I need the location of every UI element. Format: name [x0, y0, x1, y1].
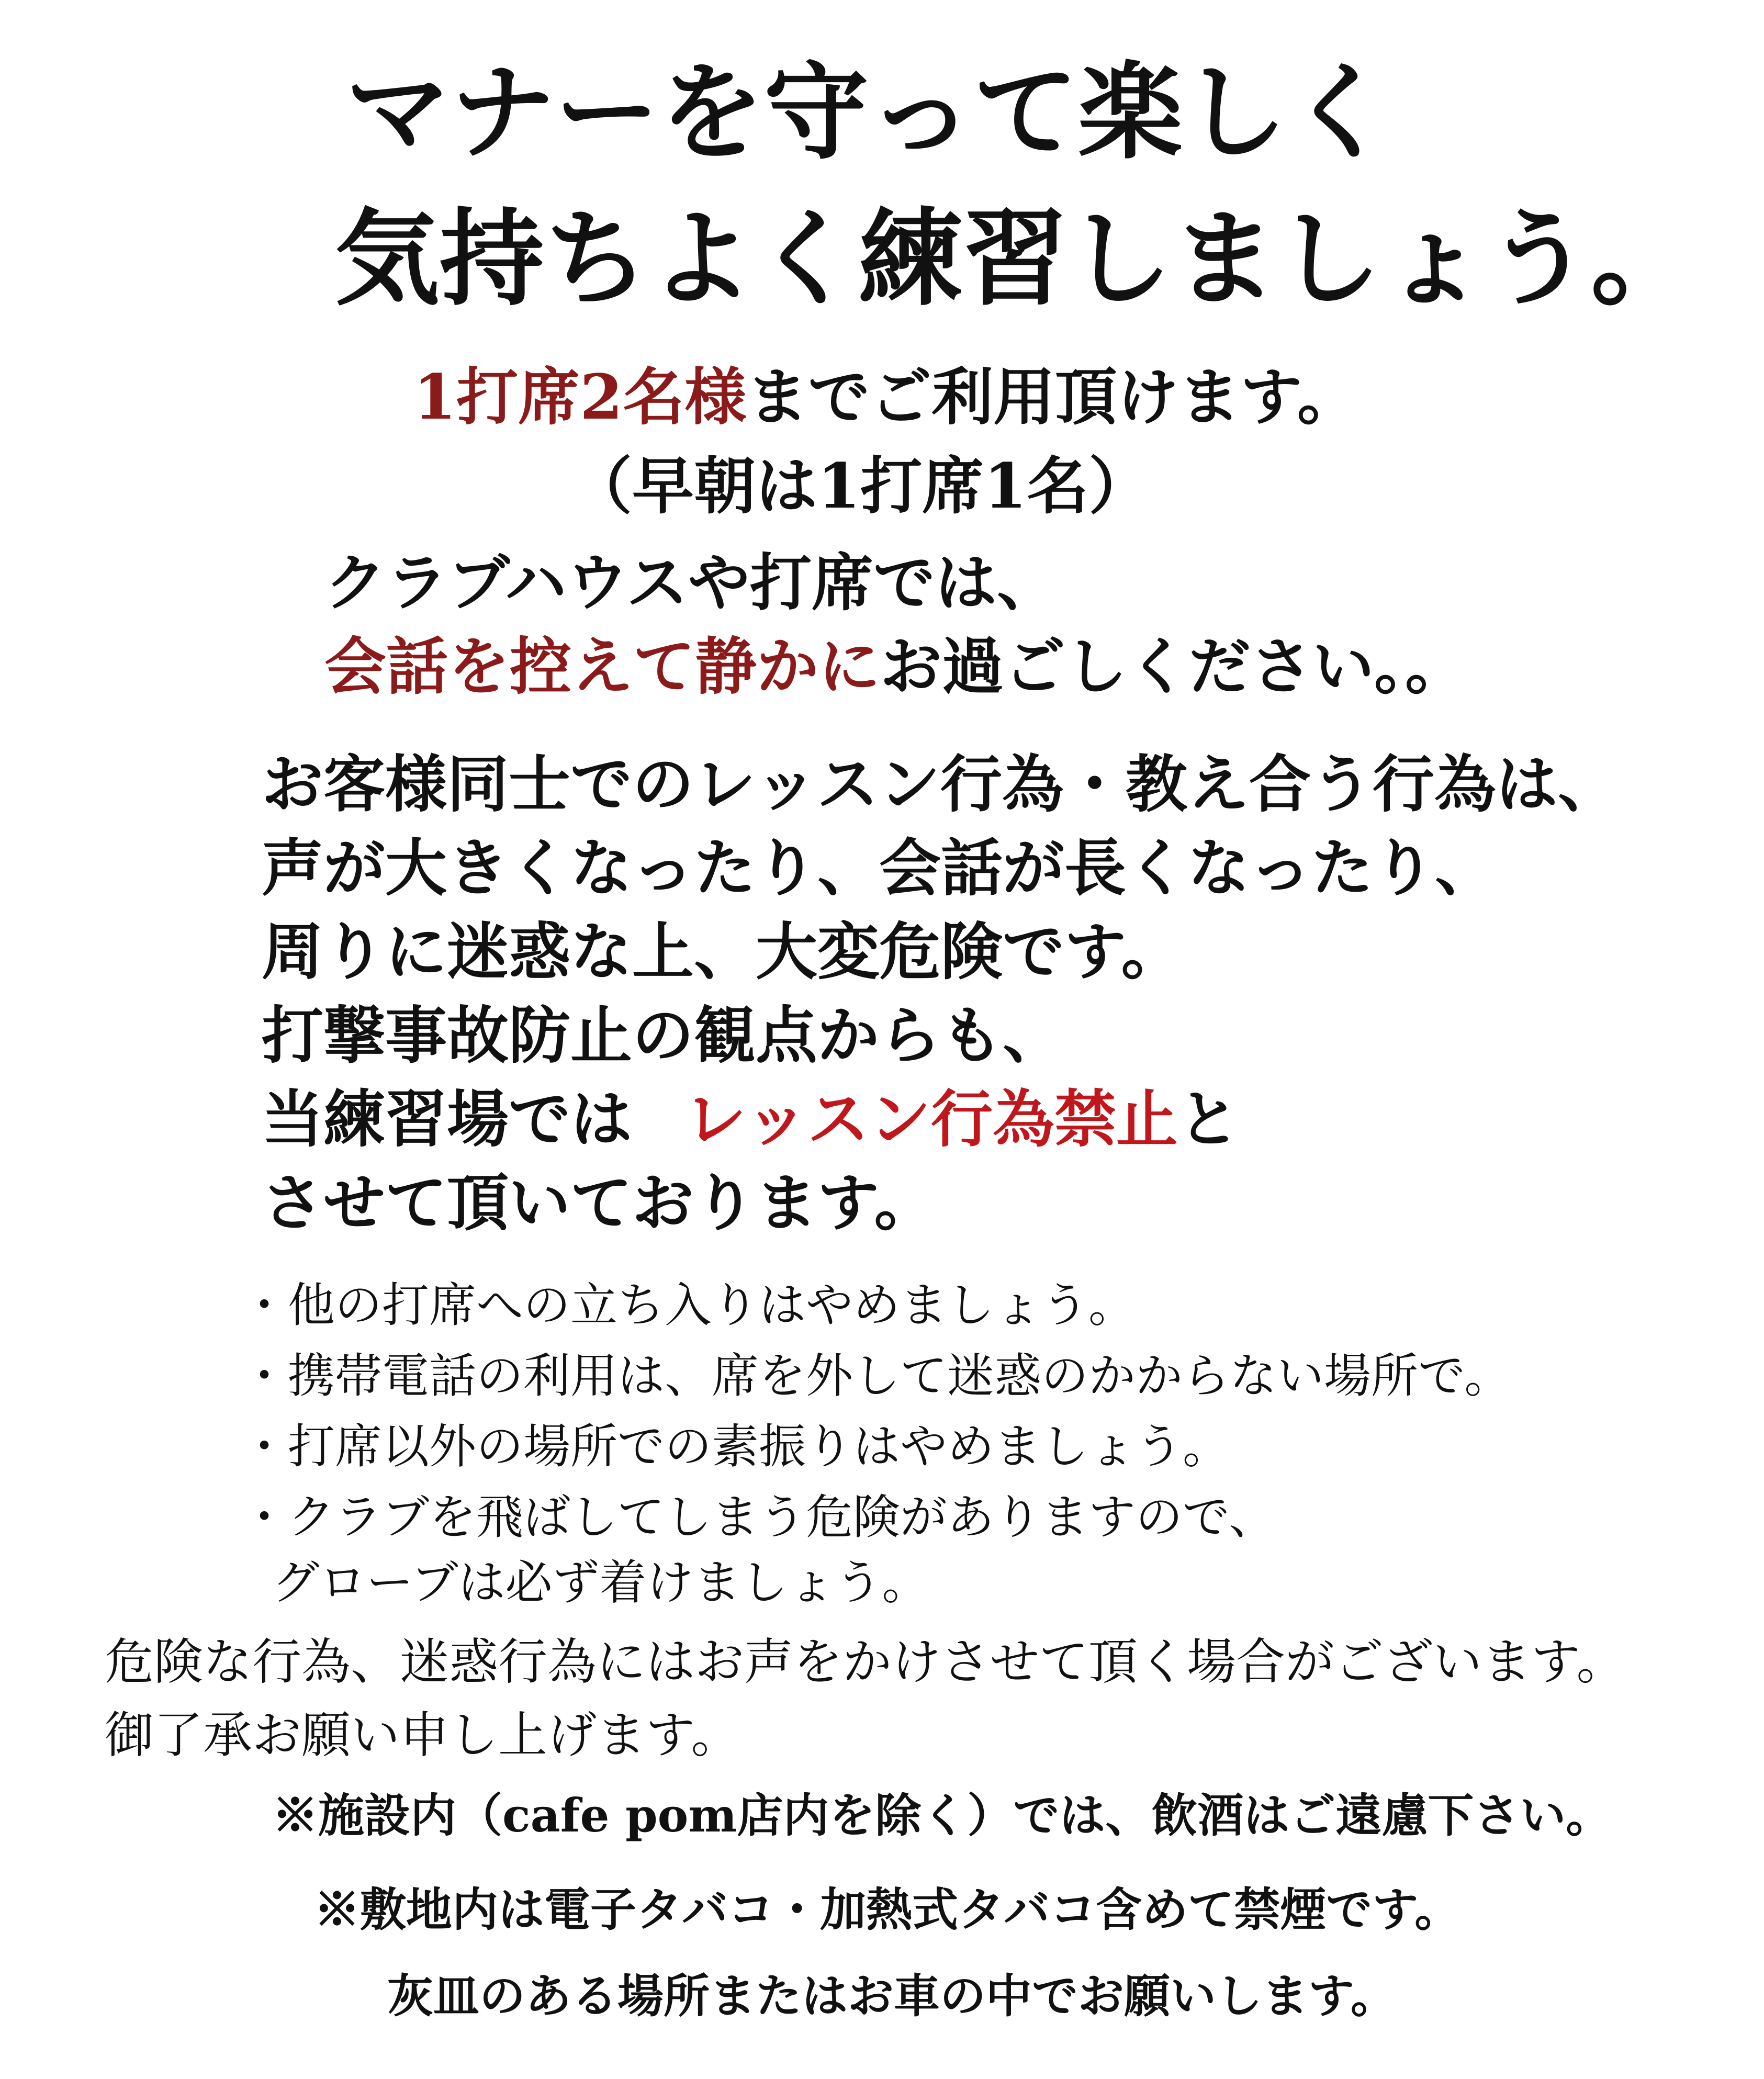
rule-item: ・他の打席への立ち入りはやめましょう。 — [241, 1278, 1136, 1333]
rule-item-continuation: グローブは必ず着けましょう。 — [272, 1555, 929, 1610]
lesson-prohibited-emphasis: レッスン行為禁止 — [684, 1083, 1178, 1155]
rule-item: ・打席以外の場所での素振りはやめましょう。 — [241, 1419, 1230, 1474]
lesson-line-6: させて頂いております。 — [262, 1166, 936, 1239]
rule-item: ・クラブを飛ばしてしまう危険がありますので、 — [241, 1490, 1276, 1545]
quiet-text: お過ごしください。。 — [880, 630, 1467, 703]
note-smoking: ※敷地内は電子タバコ・加熱式タバコ含めて禁煙です。 — [314, 1882, 1461, 1937]
warning-line-2: 御了承お願い申し上げます。 — [105, 1707, 740, 1764]
lesson-line-5 — [262, 1083, 1240, 1155]
note-ashtray: 灰皿のある場所またはお車の中でお願いします。 — [387, 1969, 1397, 2023]
capacity-emphasis: 1打席2名様 — [413, 361, 747, 433]
quiet-line-1: クラブハウスや打席では、 — [324, 546, 1059, 619]
warning-line-1: 危険な行為、迷惑行為にはお声をかけさせて頂く場合がございます。 — [105, 1634, 1626, 1691]
lesson-line-3: 周りに迷惑な上、大変危険です。 — [262, 915, 1183, 988]
lesson-line-1: お客様同士でのレッスン行為・教え合う行為は、 — [262, 748, 1620, 821]
capacity-text: までご利用頂けます。 — [746, 361, 1359, 433]
capacity-line-1 — [413, 361, 1359, 433]
quiet-emphasis: 会話を控えて静かに — [324, 630, 881, 703]
lesson-line-2: 声が大きくなったり、会話が長くなったり、 — [262, 831, 1497, 904]
capacity-line-2: （早朝は1打席1名） — [570, 449, 1151, 522]
lesson-line-5-end: と — [1177, 1083, 1240, 1155]
headline-line-1: マナーを守って楽しく — [345, 51, 1392, 174]
headline-line-2: 気持ちよく練習しましょう。 — [335, 197, 1696, 320]
lesson-line-4: 打撃事故防止の観点からも、 — [262, 999, 1065, 1072]
note-alcohol: ※施設内（cafe pom店内を除く）では、飲酒はご遠慮下さい。 — [272, 1788, 1612, 1842]
rule-item: ・携帯電話の利用は、席を外して迷惑のかからない場所で。 — [241, 1348, 1512, 1403]
lesson-line-5-start: 当練習場では — [262, 1083, 633, 1155]
quiet-line-2 — [324, 630, 1467, 703]
